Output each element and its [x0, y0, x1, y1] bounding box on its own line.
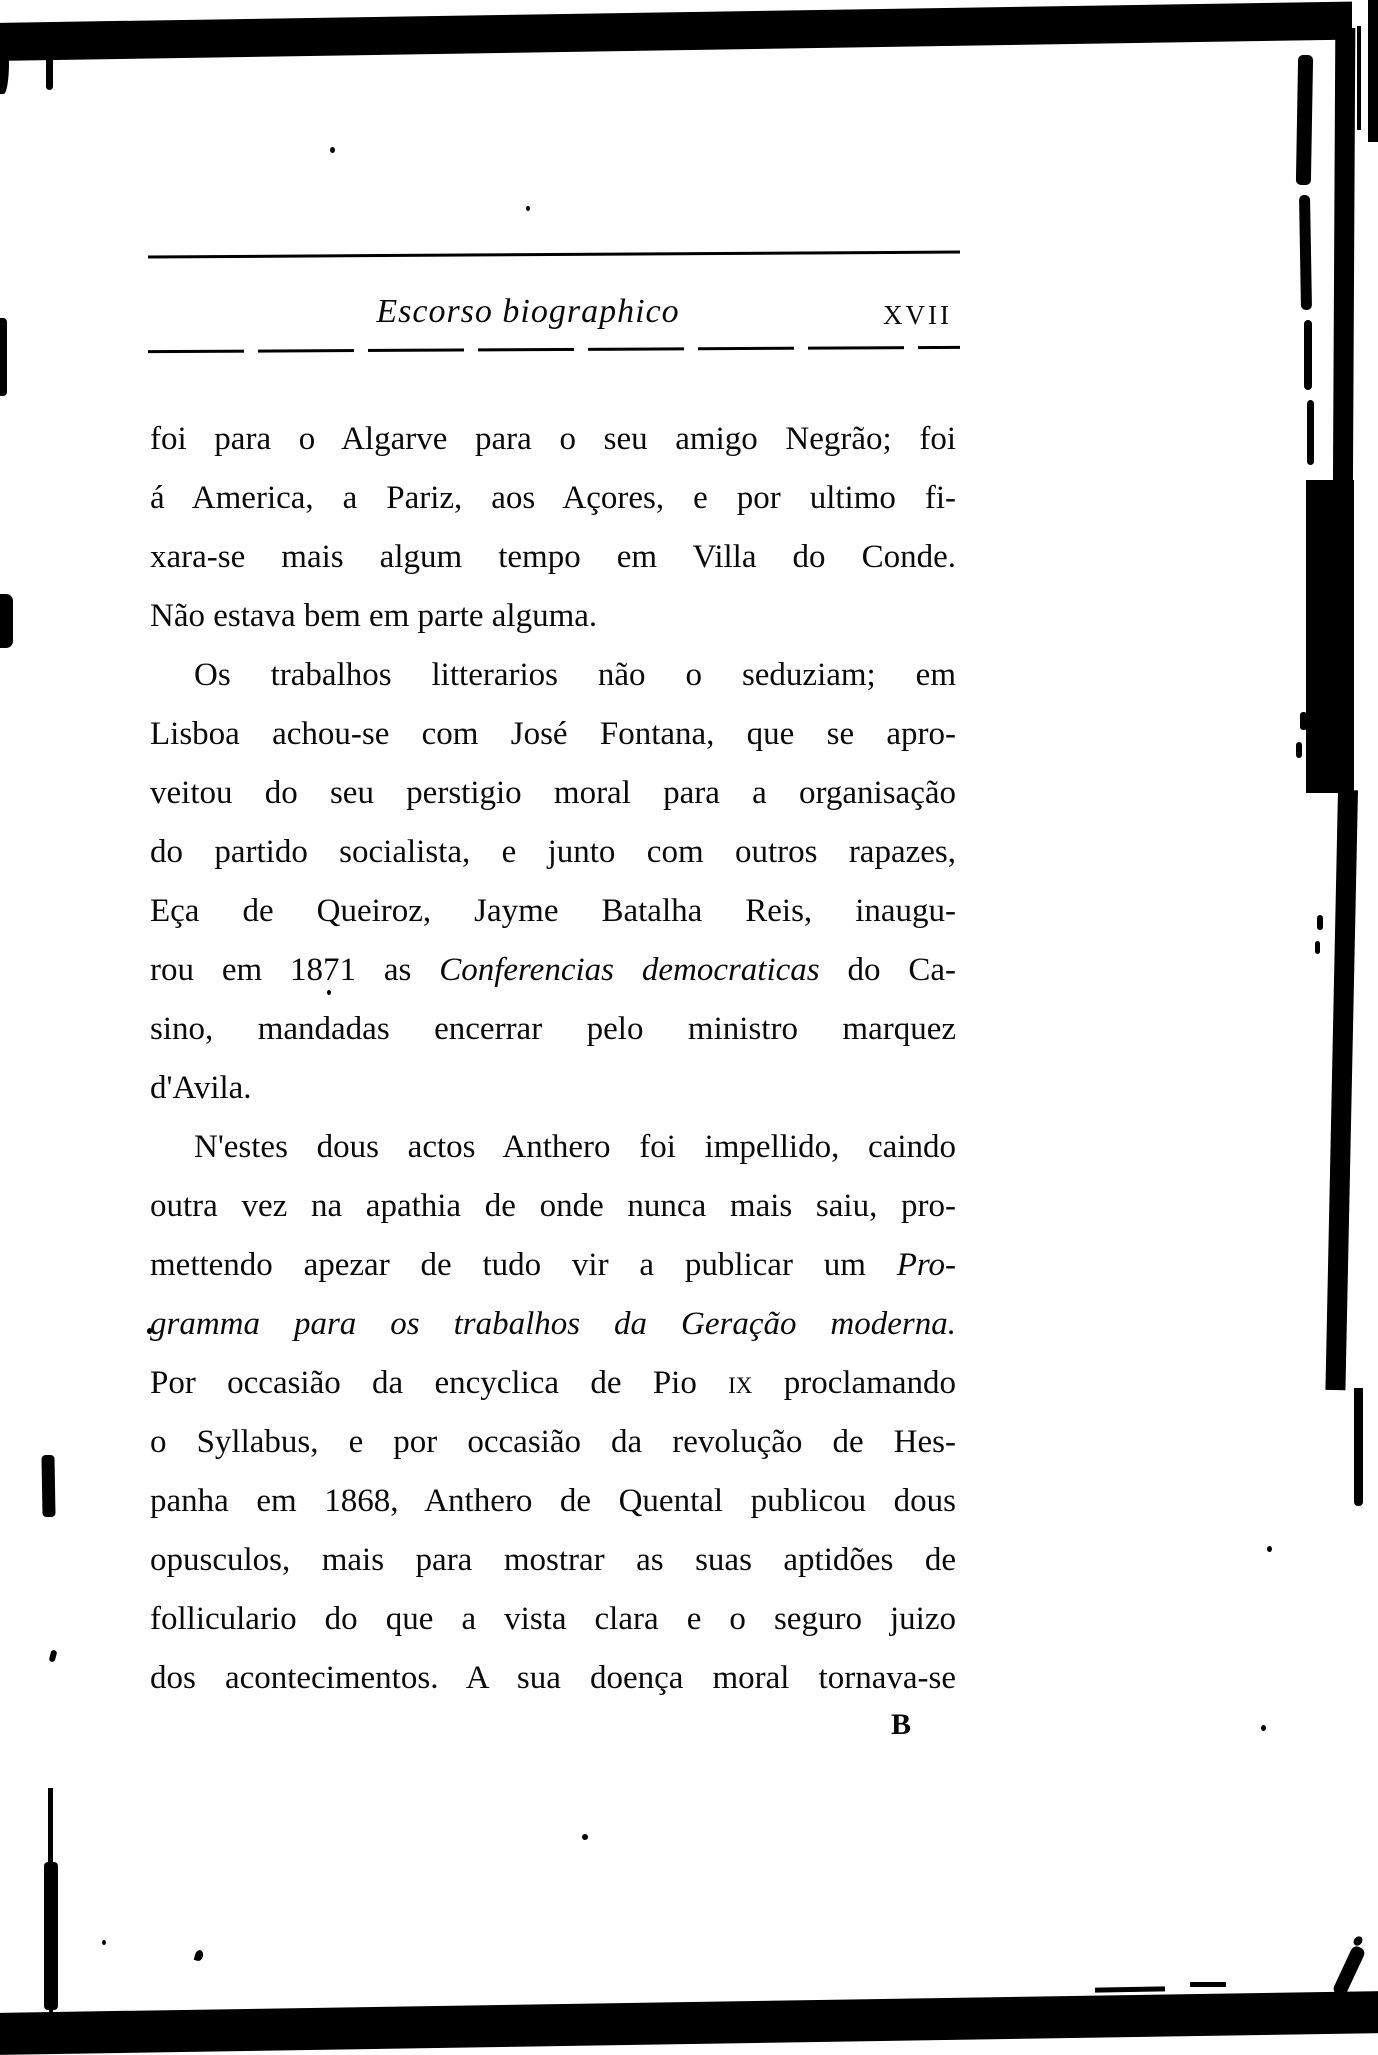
text-line: d'Avila.: [150, 1070, 252, 1106]
text-line: folliculario do que a vista clara e o seguro juizo: [150, 1601, 956, 1637]
text-line: Os trabalhos litterarios não o seduziam; em: [194, 657, 956, 693]
scan-artifact-right-wide-blob: [1306, 480, 1354, 793]
text-line: foi para o Algarve para o seu amigo Negrão; foi: [150, 421, 956, 457]
scan-artifact-left-tick-top: [0, 42, 9, 94]
text-line: opusculos, mais para mostrar as suas aptidões de: [150, 1542, 956, 1578]
text-line: xara-se mais algum tempo em Villa do Conde.: [150, 539, 956, 575]
text-line: do partido socialista, e junto com outros rapazes,: [150, 834, 956, 870]
scan-artifact-right-band: [1333, 28, 1356, 533]
scan-artifact-right-cluster-1: [1296, 55, 1313, 185]
text-line: panha em 1868, Anthero de Quental publicou dous: [150, 1483, 956, 1519]
header-rule-bottom: [148, 346, 960, 353]
scan-artifact-right-dot: [1267, 1546, 1272, 1552]
page-number: XVII: [883, 300, 952, 330]
text-line: mettendo apezar de tudo vir a publicar um Pro-: [150, 1247, 956, 1283]
scan-artifact-left-blob: [0, 594, 13, 648]
scan-artifact-dot-5: [582, 1834, 588, 1840]
text-line: á America, a Pariz, aos Açores, e por ultimo fi-: [150, 480, 956, 516]
scan-artifact-right-tiny-1: [1317, 915, 1323, 930]
scan-artifact-bottom-right-hook: [1332, 1944, 1367, 1997]
text-line: Por occasião da encyclica de Pio ix proclamando: [150, 1365, 956, 1401]
scan-artifact-top-right-edge: [1368, 0, 1378, 142]
scan-artifact-bottom-dash-2: [1190, 1982, 1226, 1987]
text-line: Eça de Queiroz, Jayme Batalha Reis, inaugu-: [150, 893, 956, 929]
header-rule-top: [148, 251, 960, 259]
running-title: Escorso biographico: [376, 293, 680, 330]
scan-artifact-right-slant-band: [1325, 790, 1358, 1390]
text-line: gramma para os trabalhos da Geração moderna.: [150, 1306, 956, 1342]
text-line: rou em 1871 as Conferencias democraticas do Ca-: [150, 952, 957, 988]
text-line: Lisboa achou-se com José Fontana, que se apro-: [150, 716, 956, 752]
scan-artifact-top-drip: [46, 54, 53, 90]
scan-artifact-right-cluster-3: [1304, 320, 1312, 390]
text-line: sino, mandadas encerrar pelo ministro marquez: [150, 1011, 956, 1047]
scan-artifact-left-stem-upper: [48, 1788, 53, 1864]
scan-artifact-right-cluster-2: [1299, 195, 1312, 310]
scan-artifact-right-taper-line: [1354, 1388, 1363, 1506]
text-line: outra vez na apathia de onde nunca mais saiu, pro-: [150, 1188, 956, 1224]
text-line: N'estes dous actos Anthero foi impellido, caindo: [194, 1129, 956, 1165]
text-line: veitou do seu perstigio moral para a organisação: [150, 775, 956, 811]
scan-artifact-right-cluster-4: [1307, 400, 1314, 465]
scan-artifact-dot-7: [102, 1940, 106, 1945]
scan-artifact-dot-2: [526, 206, 530, 211]
page-body: [150, 410, 956, 1708]
scan-artifact-dot-1: [330, 147, 335, 153]
scan-artifact-top-right-streak: [1357, 26, 1361, 130]
scan-artifact-bottom-band: [0, 1991, 1378, 2055]
header-row: [150, 293, 958, 337]
scan-artifact-top-bar: [0, 1, 1378, 61]
signature-mark: B: [891, 1708, 913, 1741]
text-line: Não estava bem em parte alguma.: [150, 598, 598, 634]
scan-artifact-right-speck-3: [1296, 742, 1302, 758]
scan-artifact-left-bottom-bar: [44, 1862, 58, 2010]
text-line: dos acontecimentos. A sua doença moral tornava-se: [150, 1660, 956, 1696]
text-line: o Syllabus, e por occasião da revolução de Hes-: [150, 1424, 956, 1460]
scan-artifact-dot-6: [1261, 1725, 1266, 1731]
scan-artifact-right-tiny-2: [1315, 941, 1320, 954]
scan-artifact-bottom-dash-1: [1095, 1986, 1165, 1992]
scan-artifact-left-apostrophe: [49, 1649, 58, 1662]
scan-artifact-left-dash-header: [0, 318, 7, 396]
scan-artifact-comma: [194, 1949, 205, 1962]
scan-artifact-left-margin-dash: [41, 1455, 55, 1517]
